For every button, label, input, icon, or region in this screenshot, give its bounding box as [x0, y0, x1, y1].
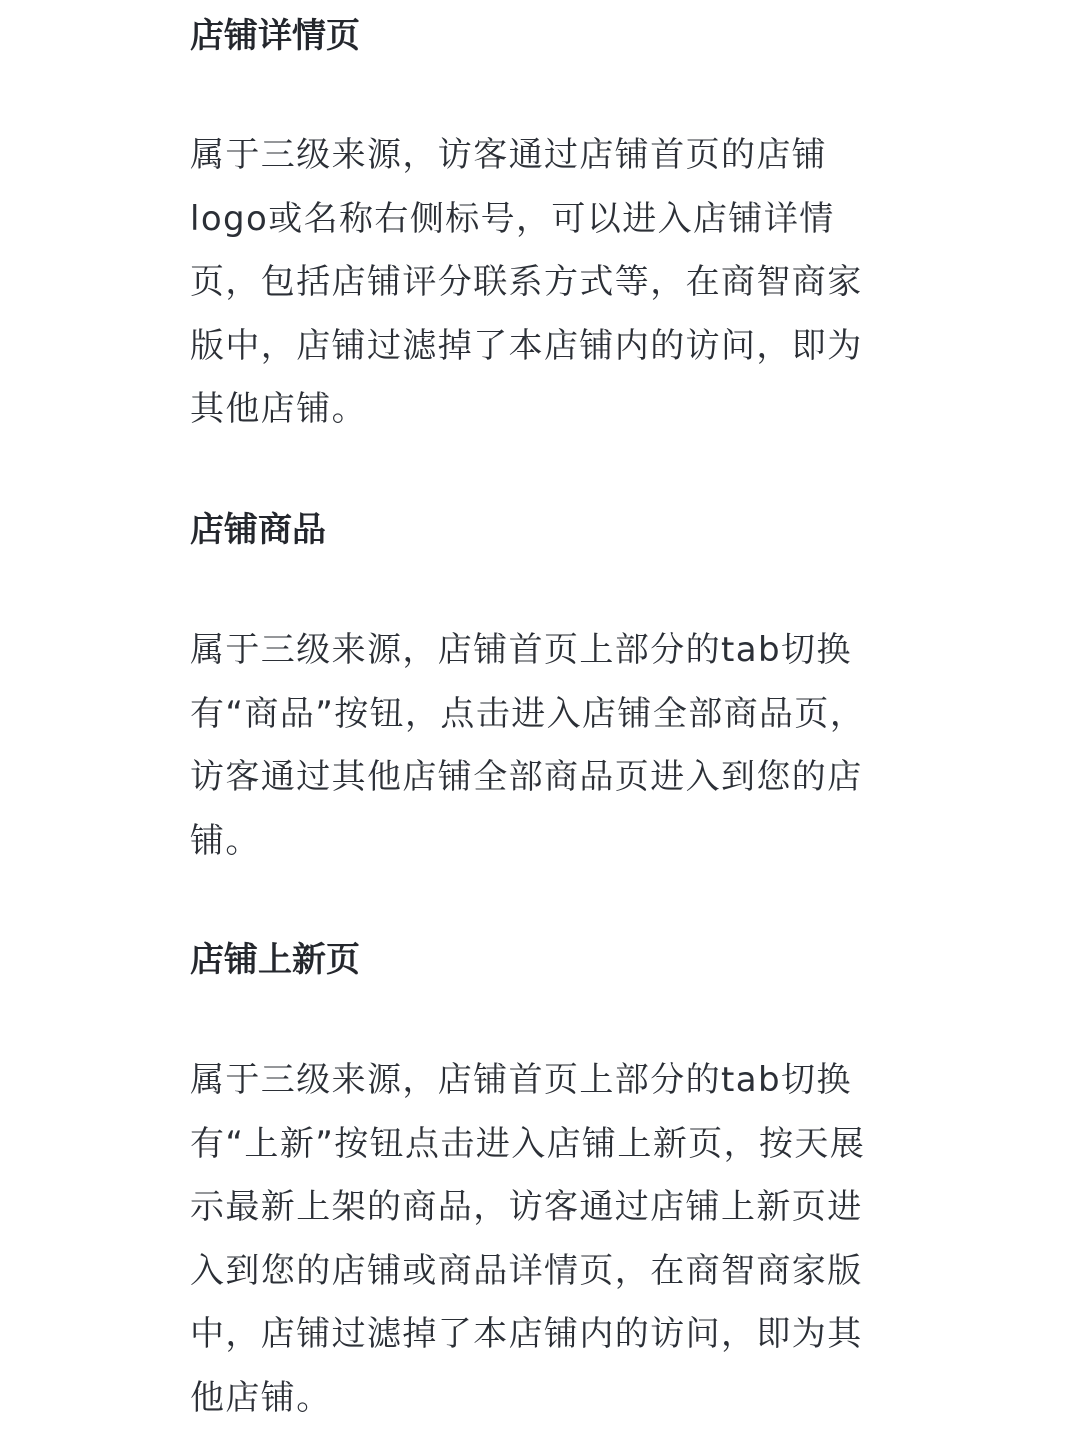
- paragraph-line: 中，店铺过滤掉了本店铺内的访问，即为其: [190, 1314, 863, 1354]
- section-title-store-new-arrivals: 店铺上新页: [190, 940, 360, 980]
- paragraph-line: 访客通过其他店铺全部商品页进入到您的店: [190, 757, 863, 797]
- paragraph-store-new-arrivals: [190, 1049, 918, 1430]
- paragraph-line: 铺。: [190, 820, 261, 861]
- paragraph-line: 示最新上架的商品，访客通过店铺上新页进: [190, 1187, 863, 1227]
- section-title-store-detail: 店铺详情页: [190, 16, 360, 56]
- paragraph-line: 有“上新”按钮点击进入店铺上新页，按天展: [190, 1123, 866, 1164]
- paragraph-line: 属于三级来源，店铺首页上部分的tab切换: [190, 1060, 852, 1100]
- paragraph-line: 入到您的店铺或商品详情页，在商智商家版: [190, 1250, 863, 1291]
- paragraph-line: 有“商品”按钮，点击进入店铺全部商品页，: [190, 693, 866, 734]
- paragraph-line: 属于三级来源，店铺首页上部分的tab切换: [190, 630, 852, 670]
- paragraph-line: logo或名称右侧标号，可以进入店铺详情: [190, 198, 835, 239]
- paragraph-line: 他店铺。: [190, 1377, 332, 1418]
- paragraph-store-detail: [190, 124, 918, 442]
- section-title-store-products: 店铺商品: [190, 510, 326, 550]
- paragraph-line: 属于三级来源，访客通过店铺首页的店铺: [190, 135, 828, 175]
- paragraph-line: 版中，店铺过滤掉了本店铺内的访问，即为: [190, 325, 863, 366]
- paragraph-line: 其他店铺。: [190, 389, 367, 429]
- paragraph-line: 页，包括店铺评分联系方式等，在商智商家: [190, 262, 863, 302]
- paragraph-store-products: [190, 619, 918, 873]
